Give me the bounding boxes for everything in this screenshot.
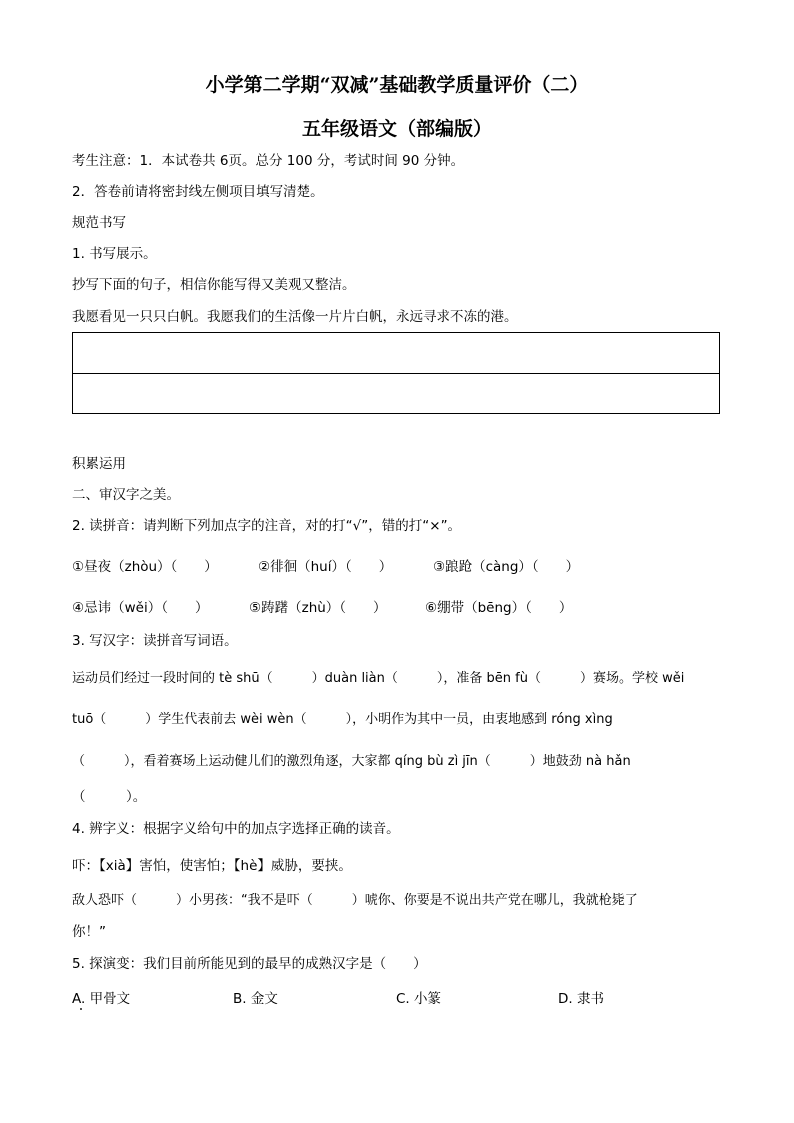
q5-option-a[interactable]: A. 甲骨文 [72,991,131,1007]
q5-option-b[interactable]: B. 金文 [233,991,278,1007]
handwriting-box[interactable] [72,332,720,414]
q2-item-5: ⑤踌躇（zhù）（ ） [249,600,387,616]
question-1-sentence: 我愿看见一只只白帆。我愿我们的生活像一片片白帆，永远寻求不冻的港。 [72,309,518,325]
q2-item-2: ②徘徊（huí）（ ） [258,559,393,575]
question-2-title: 2. 读拼音：请判断下列加点字的注音，对的打“√”，错的打“×”。 [72,518,462,534]
question-4-line-1: 敌人恐吓（ ）小男孩：“我不是吓（ ）唬你、你要是不说出共产党在哪儿，我就枪毙了 [72,893,638,908]
q2-item-4: ④忌讳（wěi）（ ） [72,600,209,616]
exam-subtitle: 五年级语文（部编版） [301,118,492,140]
question-4-line-2: 你！” [72,924,106,940]
q5-option-c[interactable]: C. 小篆 [396,991,442,1007]
question-4-title: 4. 辨字义：根据字义给句中的加点字选择正确的读音。 [72,821,400,837]
q2-item-1: ①昼夜（zhòu）（ ） [72,559,218,575]
notice-line-2: 2．答卷前请将密封线左侧项目填写清楚。 [72,184,324,200]
part-two-title: 二、审汉字之美。 [72,487,180,503]
question-3-line-4: （ ）。 [72,789,147,805]
question-1-title: 1. 书写展示。 [72,246,157,262]
question-5-title: 5. 探演变：我们目前所能见到的最早的成熟汉字是（ ） [72,956,427,972]
question-3-line-2: tuō（ ）学生代表前去 wèi wèn（ ），小明作为其中一员，由衷地感到 róng xìng [72,712,613,727]
handwriting-row-2[interactable] [73,373,719,413]
q5-option-d[interactable]: D. 隶书 [558,991,604,1007]
question-1-instruction: 抄写下面的句子，相信你能写得又美观又整洁。 [72,277,356,293]
handwriting-row-1[interactable] [73,333,719,373]
question-3-line-1: 运动员们经过一段时间的 tè shū（ ）duàn liàn（ ），准备 bēn fù（ ）赛场。学校 wěi [72,671,685,686]
exam-title: 小学第二学期“双减”基础教学质量评价（二） [205,74,589,96]
q2-item-6: ⑥绷带（bēng）（ ） [425,600,573,616]
question-3-line-3: （ ），看着赛场上运动健儿们的激烈角逐，大家都 qíng bù zì jīn（ ）地鼓劲 nà hǎn [72,754,631,769]
q2-item-3: ③踉跄（càng）（ ） [433,559,580,575]
section-heading-accumulation: 积累运用 [72,456,126,472]
question-4-definition: 吓：【xià】害怕，使害怕；【hè】威胁，要挟。 [72,858,352,874]
section-heading-writing: 规范书写 [72,215,126,231]
notice-line-1: 考生注意：1．本试卷共 6页。总分 100 分，考试时间 90 分钟。 [72,153,465,169]
stray-mark [80,1008,82,1010]
question-3-title: 3. 写汉字：读拼音写词语。 [72,633,238,649]
